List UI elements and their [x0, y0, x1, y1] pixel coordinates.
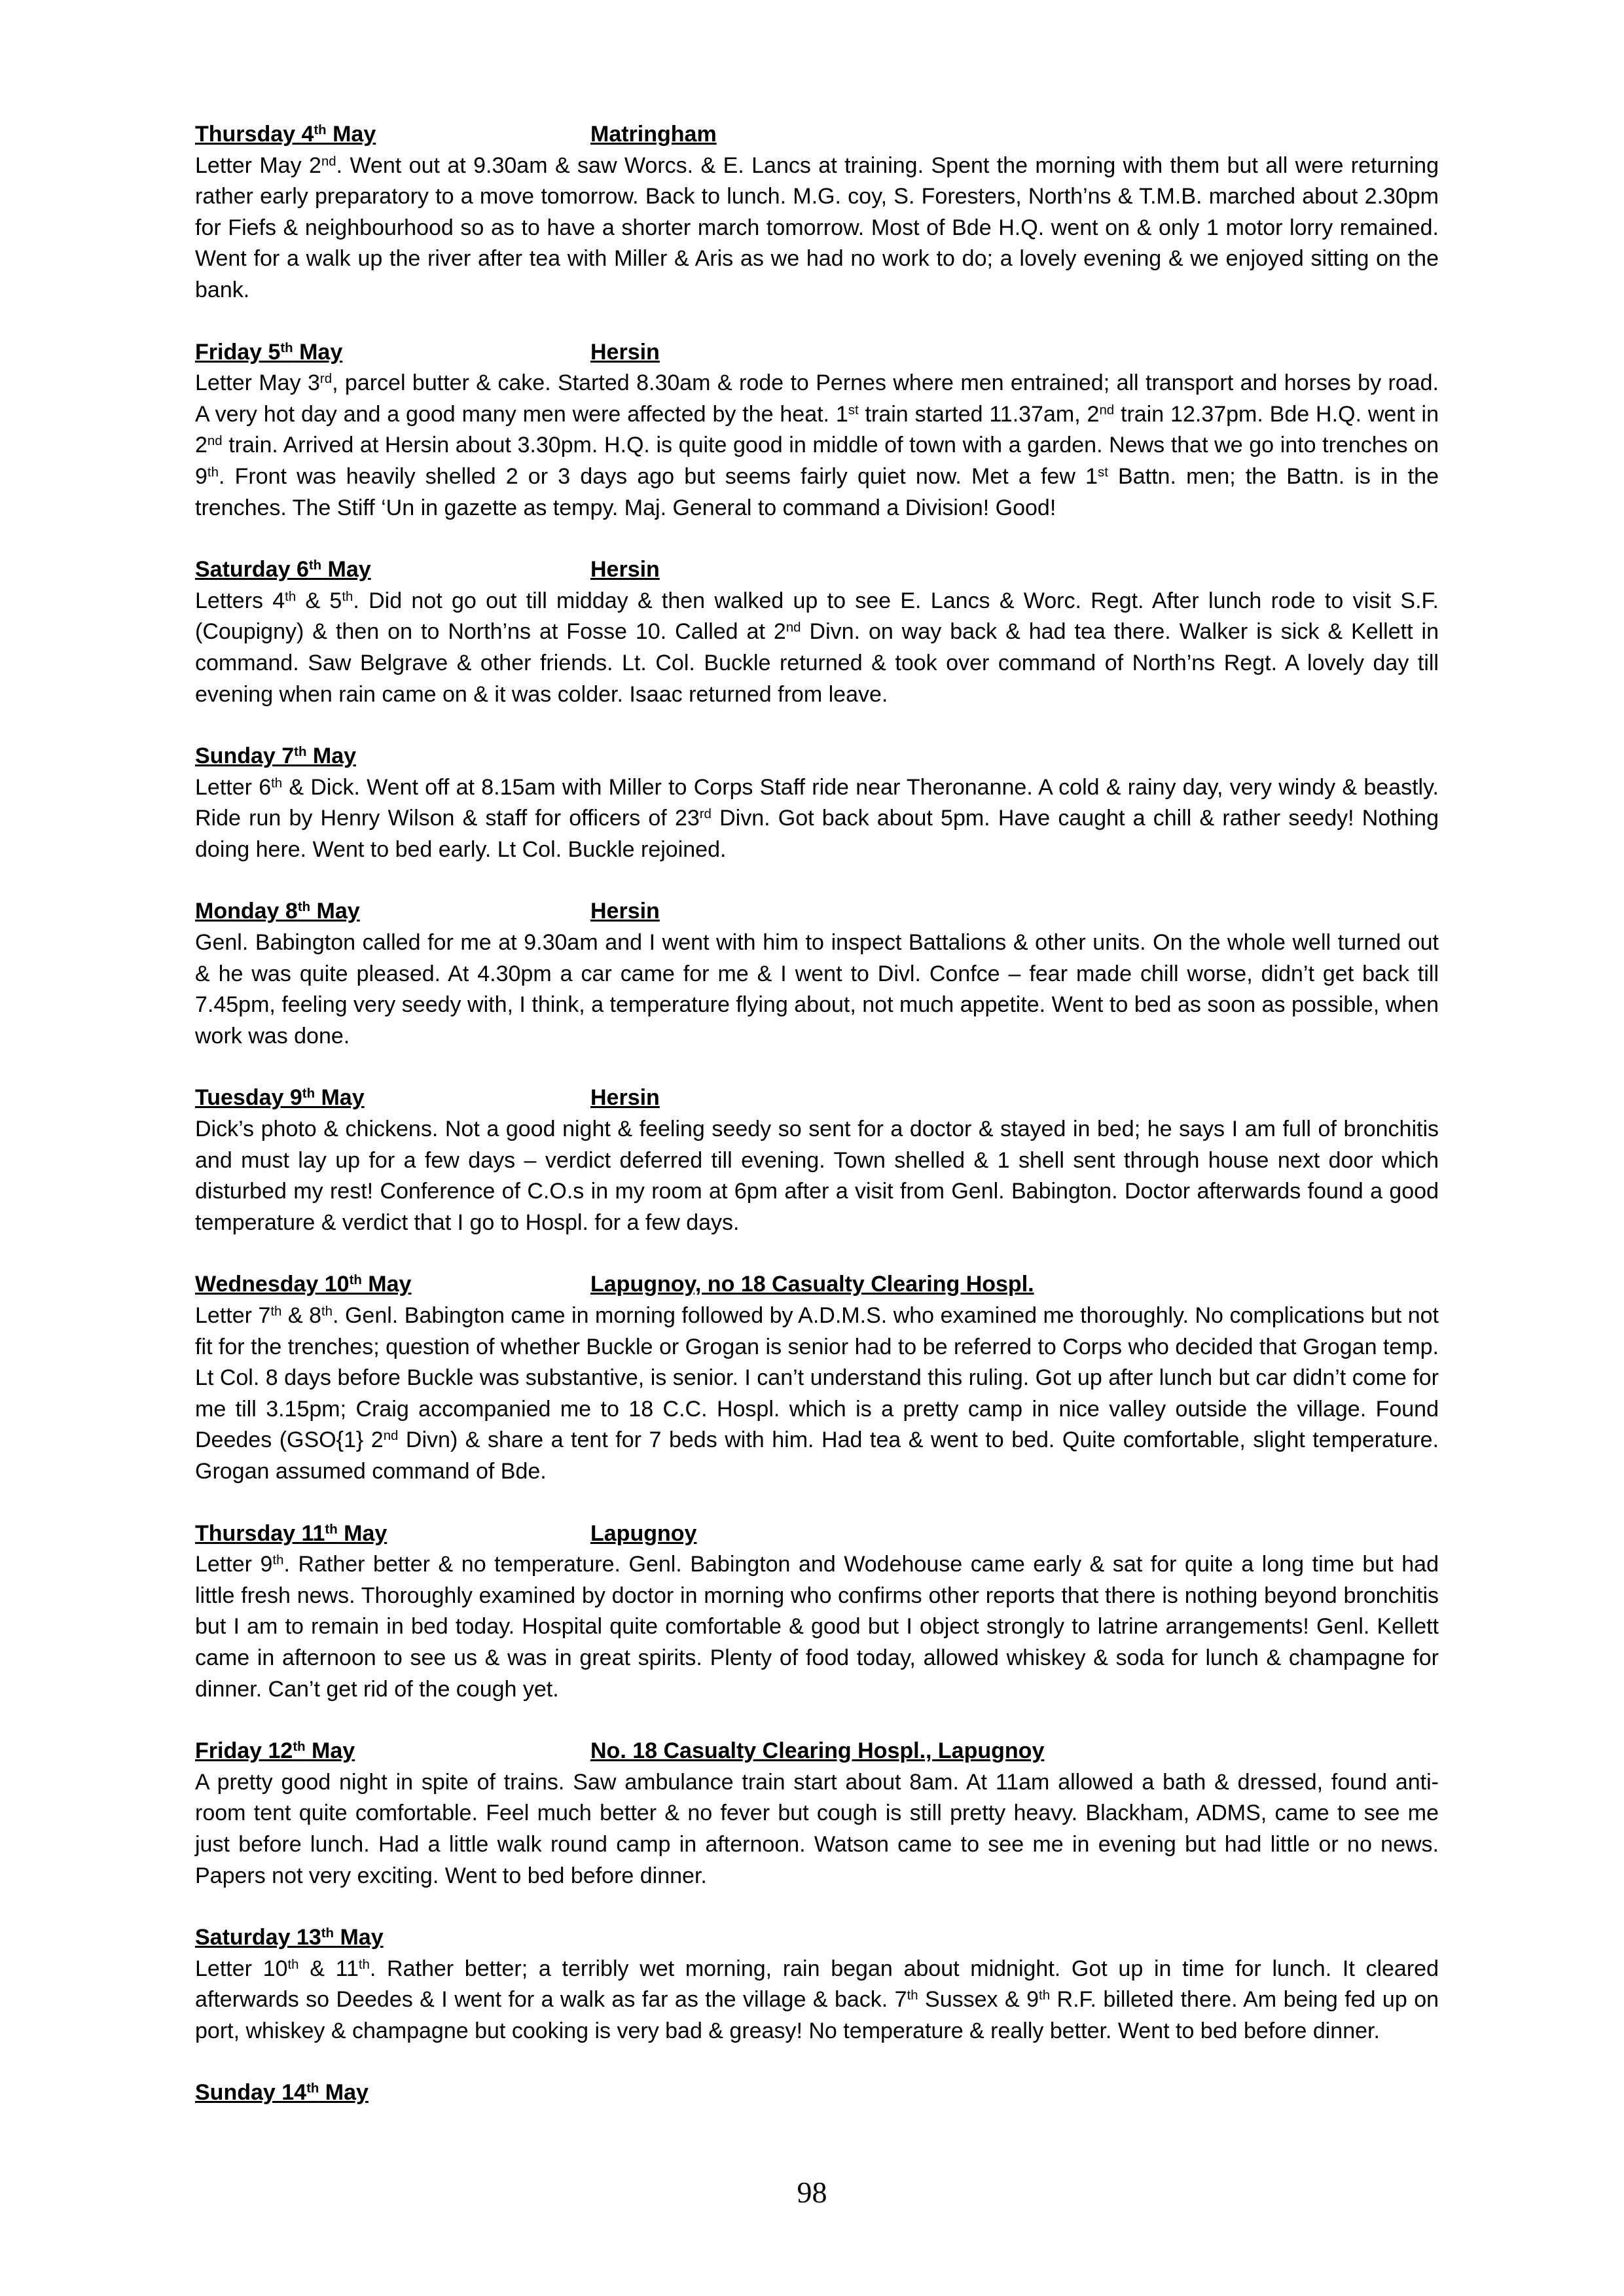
entry-date: Thursday 4th May	[195, 122, 376, 147]
entry-date: Sunday 7th May	[195, 744, 357, 769]
entry-date: Saturday 6th May	[195, 557, 371, 583]
entry-text: Letter 7th & 8th. Genl. Babington came in morning followed by A.D.M.S. who examined me thoroughly. No complications but not fit for the trenches; question of whether Buckle or Grogan is senior had to be referred to Corps who decided that Grogan temp. Lt Col. 8 days before Buckle was substantive, is senior. I can’t understand this ruling. Got up after lunch but car didn’t come for me till 3.15pm; Craig accompanied me to 18 C.C. Hospl. which is a pretty camp in nice valley outside the village. Found Deedes (GSO{1} 2nd Divn) & share a tent for 7 beds with him. Had tea & went to bed. Quite comfortable, slight temperature. Grogan assumed command of Bde.	[195, 1303, 1439, 1484]
entry-heading	[195, 1922, 1439, 1954]
entry-date: Friday 5th May	[195, 339, 343, 365]
entry-text: Letter 6th & Dick. Went off at 8.15am with Miller to Corps Staff ride near Theronanne. A cold & rainy day, very windy & beastly. Ride run by Henry Wilson & staff for officers of 23rd Divn. Got back about 5pm. Have caught a chill & rather seedy! Nothing doing here. Went to bed early. Lt Col. Buckle rejoined.	[195, 774, 1439, 862]
entry-text: Letters 4th & 5th. Did not go out till midday & then walked up to see E. Lancs & Worc. Regt. After lunch rode to visit S.F. (Coupigny) & then on to North’ns at Fosse 10. Called at 2nd Divn. on way back & had tea there. Walker is sick & Kellett in command. Saw Belgrave & other friends. Lt. Col. Buckle returned & took over command of North’ns Regt. A lovely day till evening when rain came on & it was colder. Isaac returned from leave.	[195, 588, 1439, 707]
diary-entry	[195, 741, 1439, 865]
diary-entry	[195, 1269, 1439, 1487]
entry-heading	[195, 1083, 1439, 1114]
entry-heading	[195, 1736, 1439, 1767]
entry-heading	[195, 337, 1439, 368]
entry-place: No. 18 Casualty Clearing Hospl., Lapugnoy	[590, 1738, 1045, 1764]
entry-text: Letter May 2nd. Went out at 9.30am & saw Worcs. & E. Lancs at training. Spent the morning with them but all were returning rather early preparatory to a move tomorrow. Back to lunch. M.G. coy, S. Foresters, North’ns & T.M.B. marched about 2.30pm for Fiefs & neighbourhood so as to have a shorter march tomorrow. Most of Bde H.Q. went on & only 1 motor lorry remained. Went for a walk up the river after tea with Miller & Aris as we had no work to do; a lovely evening & we enjoyed sitting on the bank.	[195, 152, 1439, 302]
entry-heading	[195, 554, 1439, 586]
entry-date: Friday 12th May	[195, 1738, 355, 1764]
entry-heading	[195, 741, 1439, 772]
entry-heading	[195, 119, 1439, 151]
entry-text: Genl. Babington called for me at 9.30am and I went with him to inspect Battalions & other units. On the whole well turned out & he was quite pleased. At 4.30pm a car came for me & I went to Divl. Confce – fear made chill worse, didn’t get back till 7.45pm, feeling very seedy with, I think, a temperature flying about, not much appetite. Went to bed as soon as possible, when work was done.	[195, 930, 1439, 1049]
page-number: 98	[797, 2176, 827, 2209]
entry-text: Letter May 3rd, parcel butter & cake. Started 8.30am & rode to Pernes where men entrained; all transport and horses by road. A very hot day and a good many men were affected by the heat. 1st train started 11.37am, 2nd train 12.37pm. Bde H.Q. went in 2nd train. Arrived at Hersin about 3.30pm. H.Q. is quite good in middle of town with a garden. News that we go into trenches on 9th. Front was heavily shelled 2 or 3 days ago but seems fairly quiet now. Met a few 1st Battn. men; the Battn. is in the trenches. The Stiff ‘Un in gazette as tempy. Maj. General to command a Division! Good!	[195, 370, 1439, 520]
entry-heading	[195, 1269, 1439, 1300]
diary-entry	[195, 1736, 1439, 1892]
entry-heading	[195, 1518, 1439, 1550]
entry-date: Tuesday 9th May	[195, 1085, 365, 1111]
entry-place: Matringham	[590, 122, 717, 147]
entry-place: Lapugnoy, no 18 Casualty Clearing Hospl.	[590, 1272, 1034, 1297]
diary-entry	[195, 337, 1439, 524]
entry-text: Letter 10th & 11th. Rather better; a terribly wet morning, rain began about midnight. Got up in time for lunch. It cleared afterwards so Deedes & I went for a walk as far as the village & back. 7th Sussex & 9th R.F. billeted there. Am being fed up on port, whiskey & champagne but cooking is very bad & greasy! No temperature & really better. Went to bed before dinner.	[195, 1956, 1439, 2043]
diary-entries	[195, 119, 1439, 2109]
entry-date: Sunday 14th May	[195, 2080, 369, 2106]
diary-entry	[195, 1922, 1439, 2047]
diary-page	[195, 119, 1439, 2140]
entry-date: Thursday 11th May	[195, 1520, 388, 1546]
entry-place: Hersin	[590, 339, 660, 365]
diary-entry	[195, 2077, 1439, 2109]
entry-text: Dick’s photo & chickens. Not a good night & feeling seedy so sent for a doctor & stayed in bed; he says I am full of bronchitis and must lay up for a few days – verdict deferred till evening. Town shelled & 1 shell sent through house next door which disturbed my rest! Conference of C.O.s in my room at 6pm after a visit from Genl. Babington. Doctor afterwards found a good temperature & verdict that I go to Hospl. for a few days.	[195, 1117, 1439, 1235]
entry-date: Monday 8th May	[195, 899, 360, 924]
entry-place: Hersin	[590, 899, 660, 924]
diary-entry	[195, 896, 1439, 1052]
entry-text: Letter 9th. Rather better & no temperature. Genl. Babington and Wodehouse came early & sat for quite a long time but had little fresh news. Thoroughly examined by doctor in morning who confirms other reports that there is nothing beyond bronchitis but I am to remain in bed today. Hospital quite comfortable & good but I object strongly to latrine arrangements! Genl. Kellett came in afternoon to see us & was in great spirits. Plenty of food today, allowed whiskey & soda for lunch & champagne for dinner. Can’t get rid of the cough yet.	[195, 1552, 1439, 1702]
entry-text: A pretty good night in spite of trains. Saw ambulance train start about 8am. At 11am allowed a bath & dressed, found anti-room tent quite comfortable. Feel much better & no fever but cough is still pretty heavy. Blackham, ADMS, came to see me just before lunch. Had a little walk round camp in afternoon. Watson came to see me in evening but had little or no news. Papers not very exciting. Went to bed before dinner.	[195, 1769, 1439, 1888]
entry-date: Saturday 13th May	[195, 1925, 384, 1950]
entry-heading	[195, 896, 1439, 927]
diary-entry	[195, 1083, 1439, 1238]
entry-place: Lapugnoy	[590, 1520, 697, 1546]
entry-place: Hersin	[590, 557, 660, 583]
diary-entry	[195, 119, 1439, 306]
diary-entry	[195, 554, 1439, 710]
entry-heading	[195, 2077, 1439, 2109]
entry-place: Hersin	[590, 1085, 660, 1111]
entry-date: Wednesday 10th May	[195, 1272, 412, 1297]
diary-entry	[195, 1518, 1439, 1706]
